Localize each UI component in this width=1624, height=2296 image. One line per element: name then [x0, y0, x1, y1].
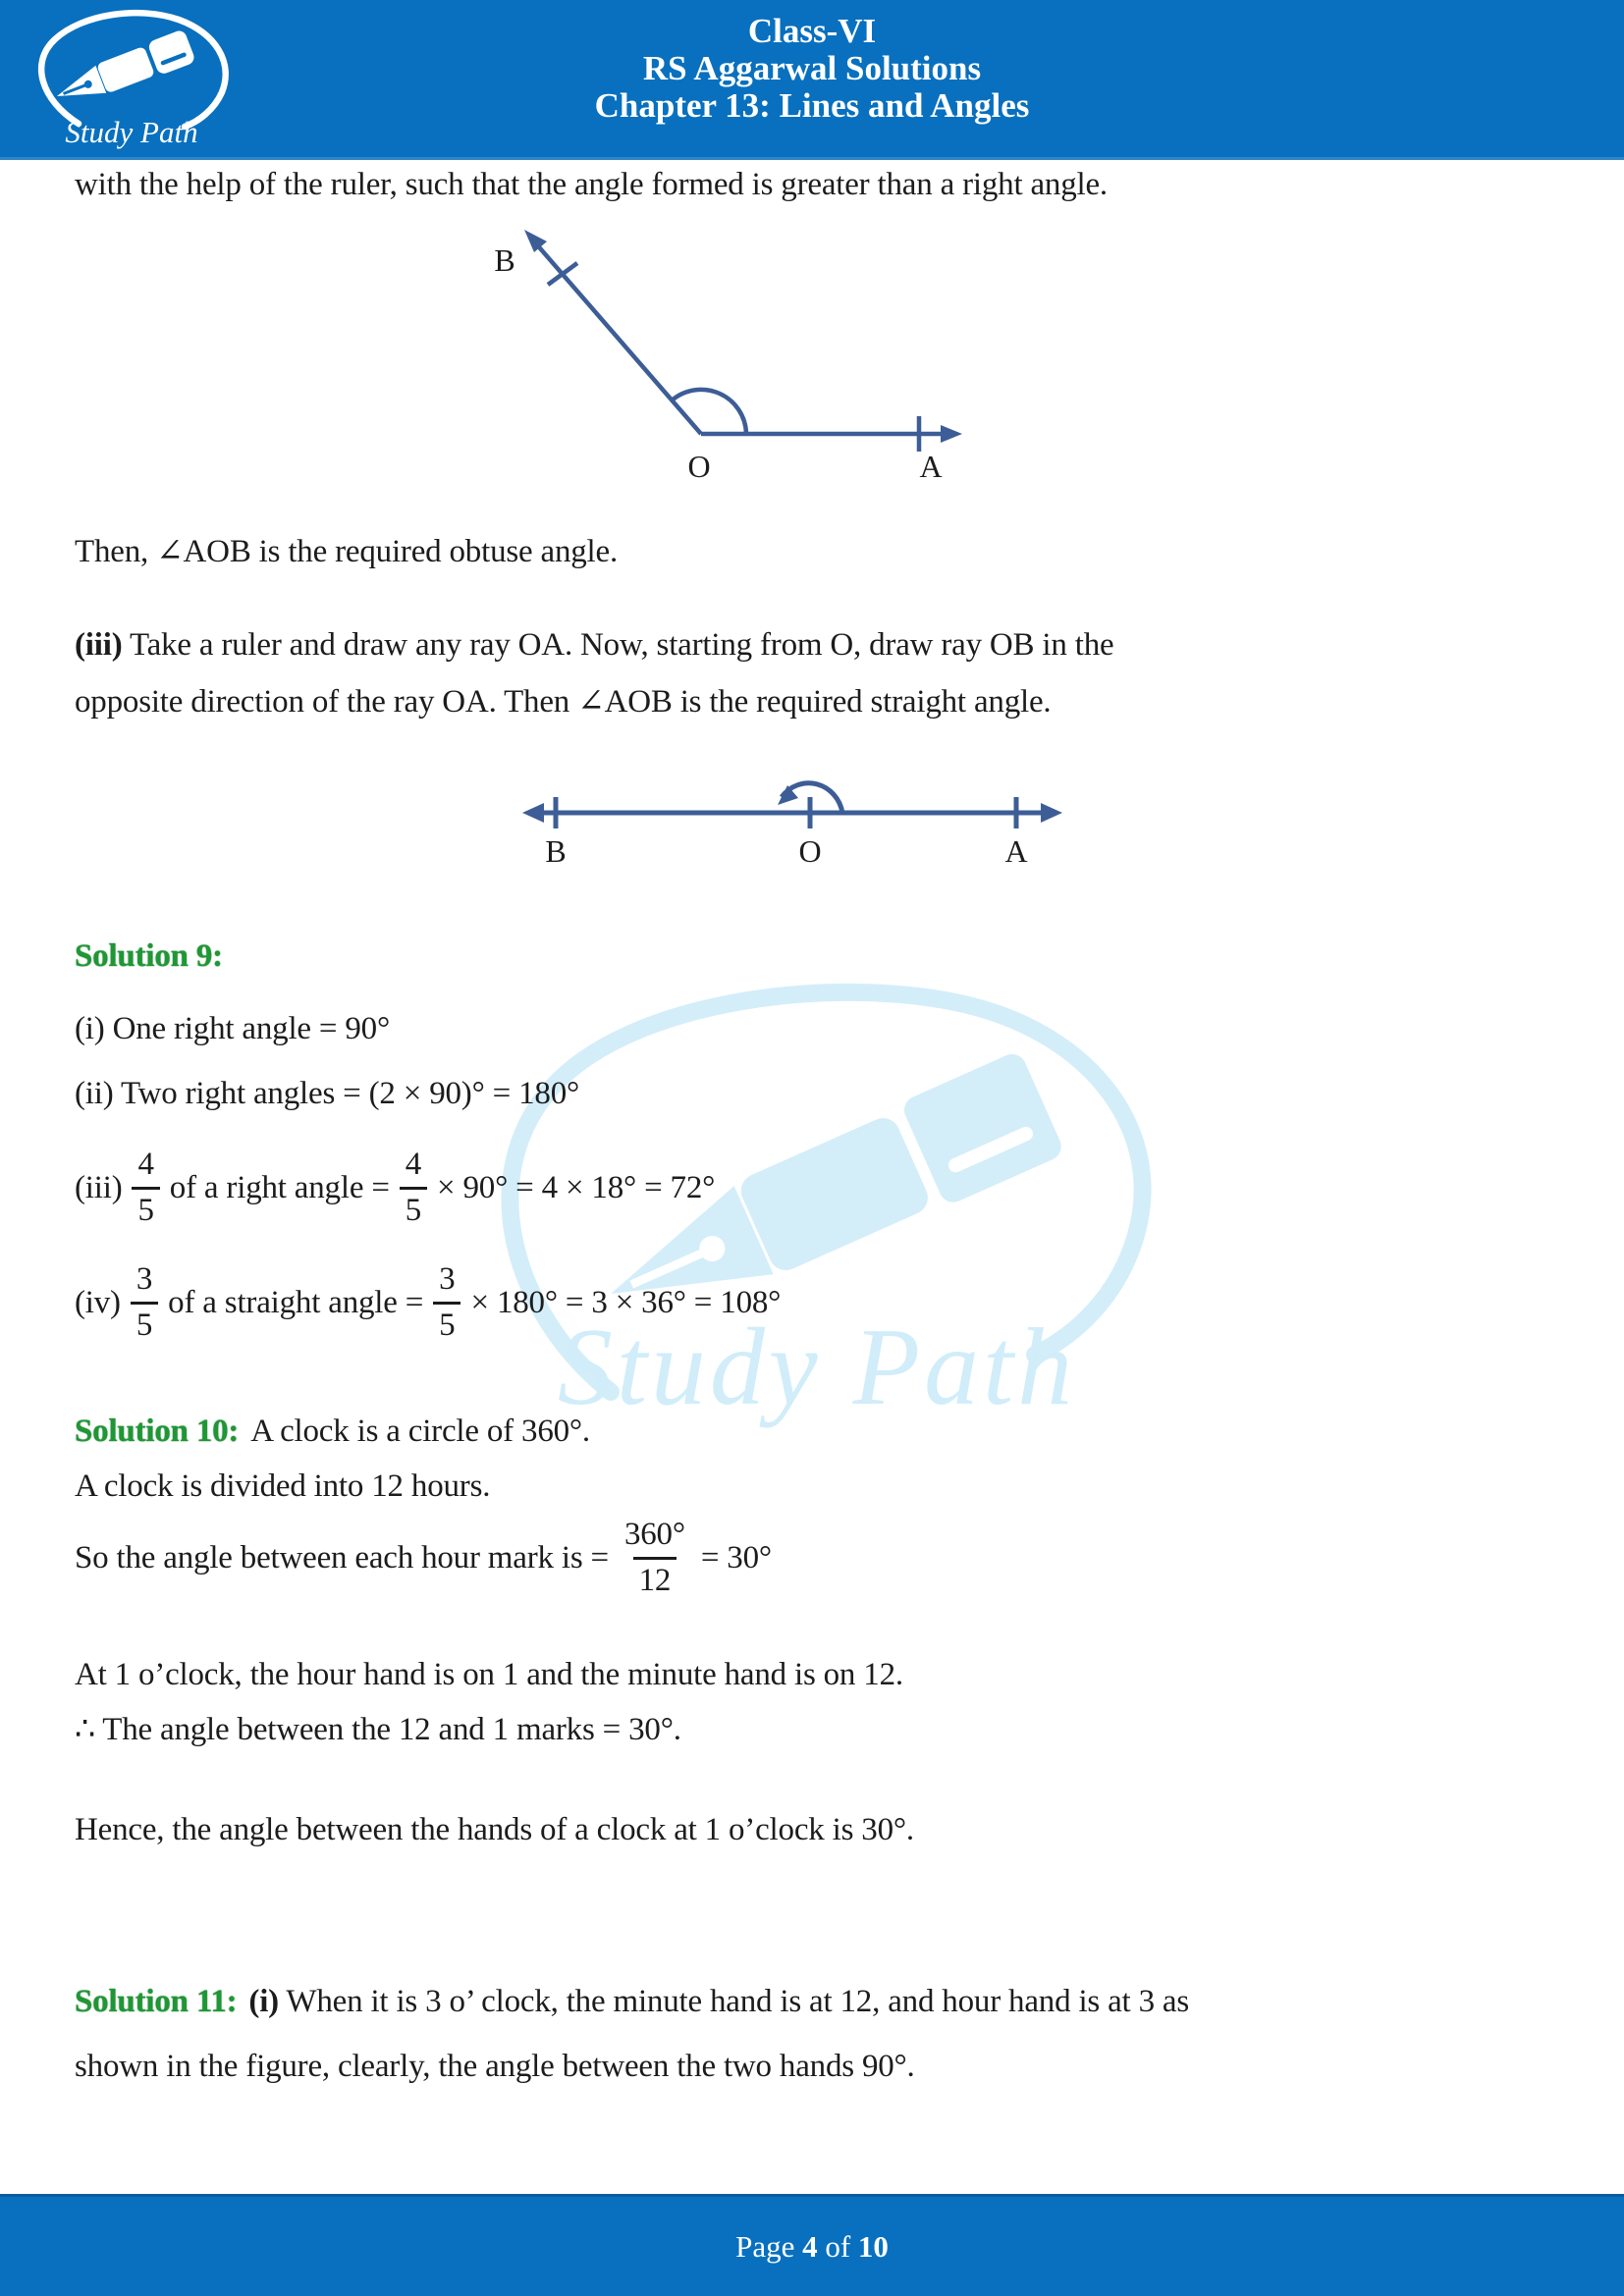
- footer-band: [0, 2194, 1624, 2296]
- intro-line: with the help of the ruler, such that the angle formed is greater than a right angle.: [75, 167, 1108, 202]
- label-a: A: [919, 449, 943, 484]
- equation-prefix: So the angle between each hour mark is =: [75, 1539, 609, 1575]
- footer-prefix: Page: [735, 2229, 795, 2264]
- logo-script-text: Study Path: [65, 115, 198, 149]
- label-b: B: [494, 242, 515, 278]
- solution11-line1: When it is 3 o’ clock, the minute hand is at 12, and hour hand is at 3 as: [278, 1984, 1190, 2019]
- watermark-script-text: Study Path: [557, 1307, 1077, 1428]
- solution10-line2: A clock is divided into 12 hours.: [75, 1468, 491, 1504]
- label-o: O: [798, 833, 822, 869]
- footer-page-number: 4: [802, 2229, 818, 2264]
- step-iii-marker: (iii): [75, 627, 123, 663]
- solution10-line1: [75, 1410, 590, 1453]
- ray-ob: [534, 241, 701, 434]
- fraction-3-5: $\frac{3}{5}$: [131, 1261, 158, 1345]
- solution11-marker: (i): [248, 1984, 279, 2019]
- arrowhead-left: [522, 803, 544, 823]
- solution10-hour-mark-equation: [75, 1500, 772, 1616]
- solution10-line1-text: A clock is a circle of 360°.: [250, 1414, 590, 1449]
- obtuse-angle-figure: [475, 220, 986, 495]
- header-class-line: Class-VI: [747, 12, 877, 50]
- solution9-item-i: (i) One right angle = 90°: [75, 1011, 390, 1046]
- label-b: B: [545, 833, 567, 869]
- item-iv-mid: of a straight angle =: [168, 1284, 424, 1320]
- arrowhead-oa: [941, 425, 962, 443]
- solution9-item-iii: [75, 1129, 715, 1247]
- label-a: A: [1004, 833, 1028, 869]
- footer-total-pages: 10: [857, 2229, 889, 2264]
- item-iv-marker: (iv): [75, 1284, 121, 1320]
- tick-ob: [548, 263, 577, 285]
- solution11-heading: Solution 11:: [75, 1984, 238, 2019]
- solution10-line4: At 1 o’clock, the hour hand is on 1 and the minute hand is on 12.: [75, 1657, 903, 1692]
- arrowhead-right: [1041, 803, 1062, 823]
- solution10-line6: Hence, the angle between the hands of a clock at 1 o’clock is 30°.: [75, 1812, 914, 1847]
- fraction-4-5: $\frac{4}{5}$: [400, 1147, 427, 1230]
- footer-mid: of: [825, 2229, 851, 2264]
- obtuse-conclusion-line: Then, ∠AOB is the required obtuse angle.: [75, 534, 619, 569]
- label-o: O: [687, 449, 711, 484]
- fraction-4-5: $\frac{4}{5}$: [132, 1147, 159, 1230]
- item-iii-marker: (iii): [75, 1169, 123, 1205]
- item-iii-tail: × 90° = 4 × 18° = 72°: [437, 1169, 716, 1205]
- solution9-item-ii: (ii) Two right angles = (2 × 90)° = 180°: [75, 1076, 579, 1111]
- solution11-paragraph: [75, 1969, 1528, 2099]
- header-book-line: RS Aggarwal Solutions: [642, 49, 982, 87]
- solution10-line5: ∴ The angle between the 12 and 1 marks = 30°.: [75, 1712, 681, 1747]
- header-band: [0, 0, 1624, 160]
- item-iii-mid: of a right angle =: [169, 1169, 390, 1205]
- header-chapter-line: Chapter 13: Lines and Angles: [594, 86, 1030, 125]
- fraction-3-5: $\frac{3}{5}$: [433, 1261, 460, 1345]
- header-titles: [0, 13, 1624, 125]
- straight-angle-figure: [518, 752, 1066, 872]
- solution10-heading: Solution 10:: [75, 1414, 240, 1449]
- page-number-text: [0, 2197, 1624, 2296]
- solution9-heading: Solution 9:: [75, 938, 223, 974]
- arrowhead-ob: [524, 230, 547, 252]
- solution11-line2: shown in the figure, clearly, the angle between the two hands 90°.: [75, 2049, 915, 2084]
- solution9-item-iv: [75, 1245, 781, 1361]
- equation-suffix: = 30°: [700, 1539, 772, 1575]
- item-iv-tail: × 180° = 3 × 36° = 108°: [470, 1284, 782, 1320]
- step-iii-line2: opposite direction of the ray OA. Then ∠AOB is the required straight angle.: [75, 684, 1052, 720]
- step-iii-line1: Take a ruler and draw any ray OA. Now, starting from O, draw ray OB in the: [122, 627, 1114, 663]
- fraction-360-12: $\frac{360^\circ}{12}$: [623, 1516, 685, 1598]
- paragraph-step-iii: [75, 616, 1469, 730]
